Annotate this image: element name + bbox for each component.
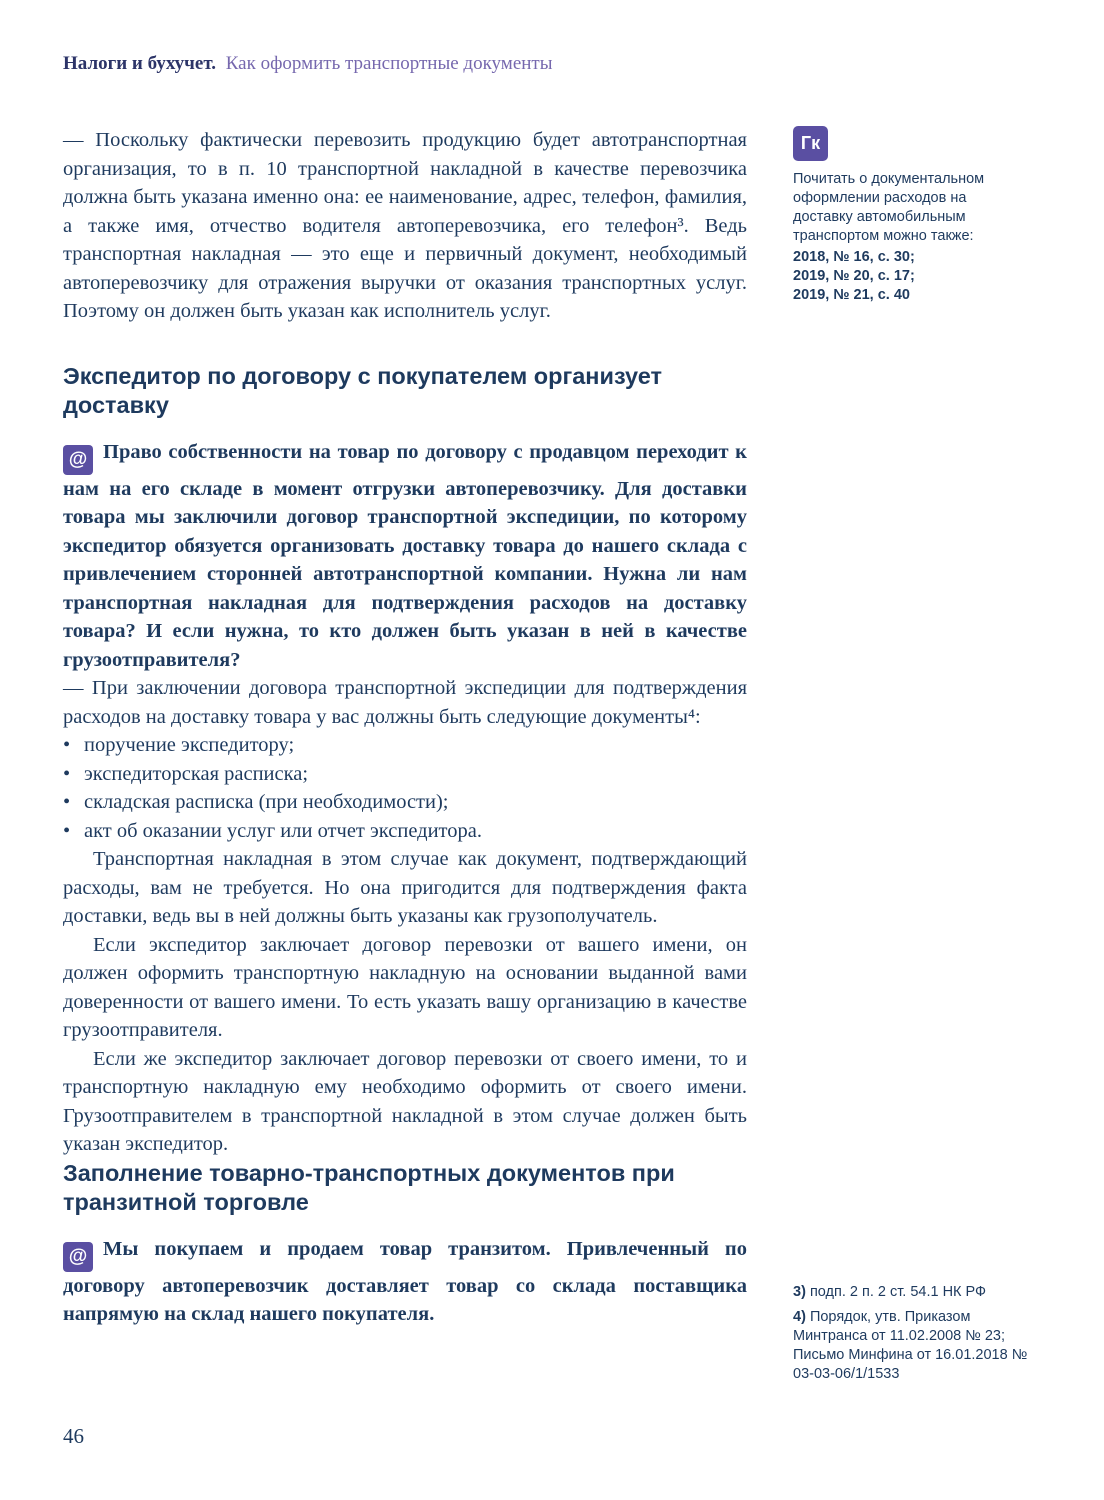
question-block-1 bbox=[63, 438, 747, 675]
header-article-title: Как оформить транспортные документы bbox=[225, 53, 553, 74]
at-icon: @ bbox=[63, 445, 93, 475]
sidebar-references bbox=[793, 248, 1025, 305]
answer-paragraph: Транспортная накладная в этом случае как документ, подтверждающий расходы, вам не требуется. Но она пригодится для подтверждения факта доставки, ведь вы в ней должны быть указаны как грузополучатель. bbox=[63, 848, 747, 927]
footnote-3 bbox=[793, 1283, 1033, 1302]
page-number: 46 bbox=[63, 1424, 84, 1448]
question-text-2: Мы покупаем и продаем товар транзитом. Привлеченный по договору автоперевозчик доставляет товар со склада поставщика напрямую на склад нашего покупателя. bbox=[63, 1237, 747, 1325]
gk-logo-icon: Гк bbox=[793, 126, 828, 161]
page-header bbox=[63, 52, 963, 76]
answer-paragraph: Если же экспедитор заключает договор перевозки от своего имени, то и транспортную накладную ему необходимо оформить от своего имени. Грузоотправителем в транспортной накладной в этом случае должен быть указан экспедитор. bbox=[63, 1047, 747, 1155]
question-text-1: Право собственности на товар по договору с продавцом переходит к нам на его складе в момент отгрузки автоперевозчику. Для доставки товара мы заключили договор транспортной экспедиции, по которому экспедитор обязуется организовать доставку товара до нашего склада с привлечением сторонней автотранспортной компании. Нужна ли нам транспортная накладная для подтверждения расходов на доставку товара? И если нужна, то кто должен быть указан в ней в качестве грузоотправителя? bbox=[63, 440, 747, 671]
reference-item: 2018, № 16, с. 30; bbox=[793, 249, 915, 265]
footnotes-block bbox=[793, 1283, 1033, 1390]
bullet-item: • складская расписка (при необходимости); bbox=[63, 788, 747, 817]
footnote-text: подп. 2 п. 2 ст. 54.1 НК РФ bbox=[809, 1284, 987, 1300]
footnote-number: 4) bbox=[793, 1309, 806, 1325]
bullet-item: • акт об оказании услуг или отчет экспедитора. bbox=[63, 817, 747, 846]
section-heading-expeditor: Экспедитор по договору с покупателем организует доставку bbox=[63, 362, 663, 418]
reference-item: 2019, № 21, с. 40 bbox=[793, 287, 910, 303]
footnote-4 bbox=[793, 1308, 1033, 1384]
reference-item: 2019, № 20, с. 17; bbox=[793, 268, 915, 284]
at-icon: @ bbox=[63, 1242, 93, 1272]
intro-answer-paragraph: — Поскольку фактически перевозить продукцию будет автотранспортная организация, то в п. 10 транспортной накладной в качестве перевозчика должна быть указана именно она: ее наименование, адрес, телефон, фамилия, а также имя, отчество водителя автоперевозчика, его телефон³. Ведь транспортная накладная — это еще и первичный документ, необходимый автоперевозчику для отражения выручки от оказания транспортных услуг. Поэтому он должен быть указан как исполнитель услуг. bbox=[63, 129, 747, 322]
article-body bbox=[63, 126, 747, 1329]
document-bullet-list bbox=[63, 731, 747, 845]
question-block-2 bbox=[63, 1235, 747, 1329]
header-section-label: Налоги и бухучет. bbox=[63, 53, 216, 74]
footnote-number: 3) bbox=[793, 1284, 806, 1300]
bullet-item: • экспедиторская расписка; bbox=[63, 760, 747, 789]
footnote-text: Порядок, утв. Приказом Минтранса от 11.02.2008 № 23; Письмо Минфина от 16.01.2018 № 03-03-06/1/1533 bbox=[793, 1309, 1028, 1382]
answer-intro-paragraph: — При заключении договора транспортной экспедиции для подтверждения расходов на доставку товара у вас должны быть следующие документы⁴: bbox=[63, 677, 747, 728]
section-heading-transit: Заполнение товарно-транспортных документов при транзитной торговле bbox=[63, 1159, 675, 1215]
sidebar-note-block bbox=[793, 126, 1025, 305]
sidebar-note-text: Почитать о документальном оформлении расходов на доставку автомобильным транспортом можно также: bbox=[793, 171, 985, 244]
answer-paragraph: Если экспедитор заключает договор перевозки от вашего имени, он должен оформить транспортную накладную на основании выданной вами доверенности от вашего имени. То есть указать вашу организацию в качестве грузоотправителя. bbox=[63, 933, 747, 1041]
bullet-item: • поручение экспедитору; bbox=[63, 731, 747, 760]
